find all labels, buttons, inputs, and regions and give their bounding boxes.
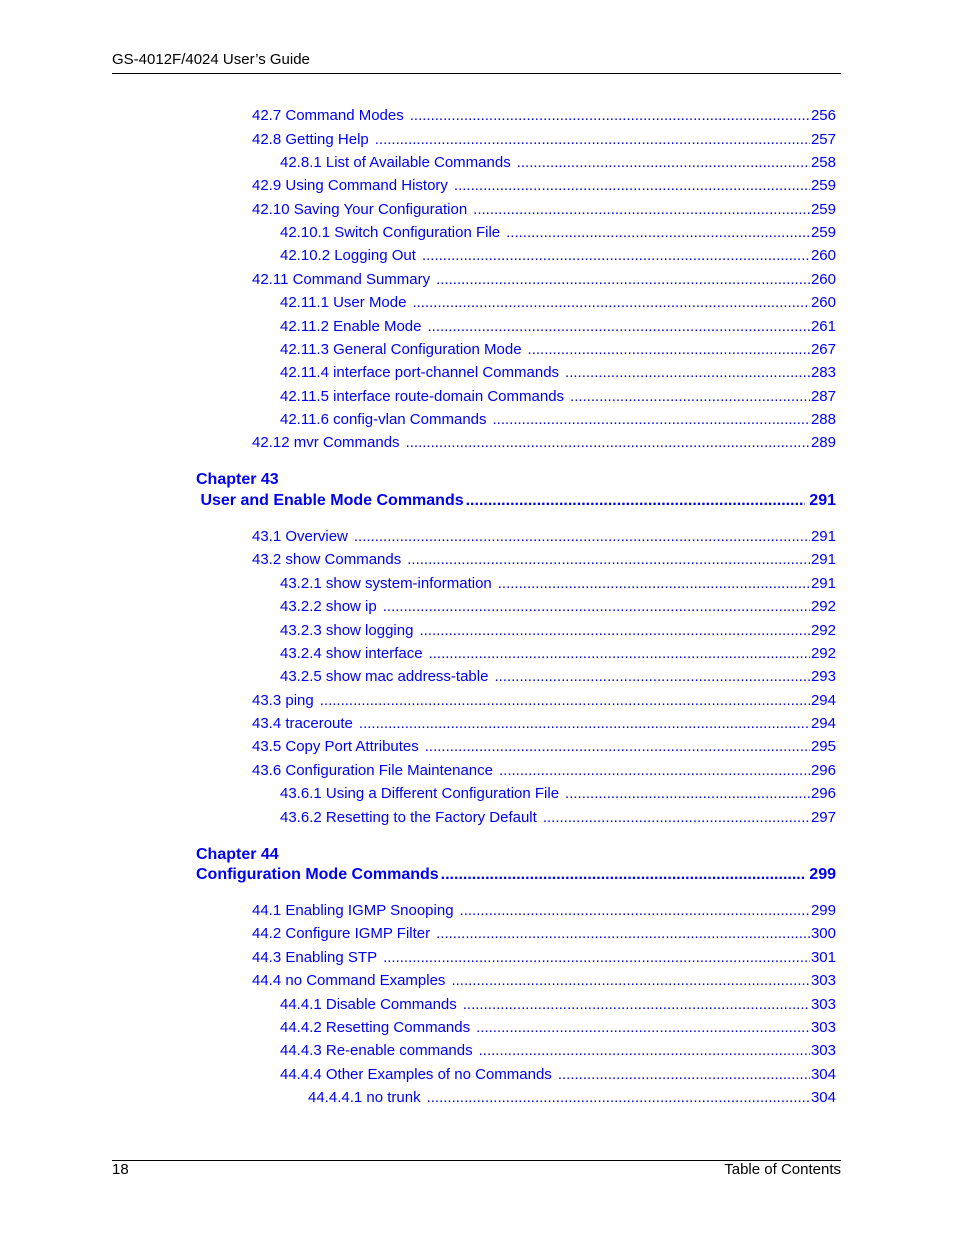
- toc-entry-label: 42.11.2 Enable Mode: [280, 318, 422, 335]
- toc-entry-page: 258: [810, 154, 836, 171]
- toc-entry-page: 295: [810, 738, 836, 755]
- dot-leader: [498, 574, 810, 594]
- toc-entry-page: 303: [810, 1042, 836, 1059]
- toc-entry-page: 303: [810, 996, 836, 1013]
- toc-entry-label: 42.7 Command Modes: [252, 107, 404, 124]
- toc-entry-page: 260: [810, 294, 836, 311]
- toc-entry-label: 44.4.3 Re-enable commands: [280, 1042, 473, 1059]
- toc-entry-44-4-4-1[interactable]: [308, 1088, 836, 1108]
- toc-entry-page: 291: [810, 551, 836, 568]
- toc-entry-44-4-2[interactable]: [280, 1018, 836, 1038]
- chapter-page: 291: [809, 492, 836, 509]
- toc-entry-label: 43.6 Configuration File Maintenance: [252, 762, 493, 779]
- toc-entry-page: 259: [810, 224, 836, 241]
- dot-leader: [451, 971, 810, 991]
- toc-entry-page: 291: [810, 528, 836, 545]
- toc-entry-label: 42.11.5 interface route-domain Commands: [280, 388, 565, 405]
- toc-entry-page: 301: [810, 949, 836, 966]
- toc-entry-label: 43.2.2 show ip: [280, 598, 377, 615]
- toc-entry-page: 300: [810, 925, 836, 942]
- chapter-title: User and Enable Mode Commands: [196, 492, 464, 509]
- toc-entry-label: 42.11.4 interface port-channel Commands: [280, 364, 560, 381]
- toc-entry-page: 257: [810, 131, 836, 148]
- toc-entry-44-4-1[interactable]: [280, 995, 836, 1015]
- toc-entry-page: 256: [810, 107, 836, 124]
- toc-entry-43-2-3[interactable]: [280, 621, 836, 641]
- toc-entry-44-2[interactable]: [252, 924, 836, 944]
- toc-entry-label: 43.2 show Commands: [252, 551, 402, 568]
- toc-entry-43-6-1[interactable]: [280, 784, 836, 804]
- toc-entry-page: 287: [810, 388, 836, 405]
- chapter-44-entry[interactable]: [196, 864, 836, 886]
- toc-entry-label: 43.4 traceroute: [252, 715, 353, 732]
- dot-leader: [493, 410, 810, 430]
- toc-entry-page: 292: [810, 598, 836, 615]
- toc-entry-42-11-6[interactable]: [280, 410, 836, 430]
- toc-entry-43-3[interactable]: [252, 691, 836, 711]
- toc-entry-42-10-2[interactable]: [280, 246, 836, 266]
- toc-entry-label: 44.4.4.1 no trunk: [308, 1089, 421, 1106]
- toc-entry-page: 292: [810, 622, 836, 639]
- toc-entry-43-2[interactable]: [252, 550, 836, 570]
- toc-entry-42-8[interactable]: [252, 130, 836, 150]
- toc-entry-43-4[interactable]: [252, 714, 836, 734]
- toc-entry-44-1[interactable]: [252, 901, 836, 921]
- toc-entry-label: 42.11.3 General Configuration Mode: [280, 341, 522, 358]
- running-header-title: GS-4012F/4024 User’s Guide: [112, 51, 310, 68]
- toc-entry-42-11-1[interactable]: [280, 293, 836, 313]
- toc-entry-label: 43.2.4 show interface: [280, 645, 423, 662]
- dot-leader: [543, 808, 810, 828]
- toc-entry-label: 42.8 Getting Help: [252, 131, 369, 148]
- toc-entry-label: 42.9 Using Command History: [252, 177, 448, 194]
- toc-entry-page: 267: [810, 341, 836, 358]
- toc-entry-label: 44.2 Configure IGMP Filter: [252, 925, 431, 942]
- toc-entry-label: 43.2.5 show mac address-table: [280, 668, 489, 685]
- toc-entry-label: 44.3 Enabling STP: [252, 949, 378, 966]
- toc-entry-42-11-3[interactable]: [280, 340, 836, 360]
- header-rule: [112, 73, 841, 74]
- toc-entry-page: 303: [810, 1019, 836, 1036]
- toc-entry-page: 304: [810, 1066, 836, 1083]
- toc-entry-label: 42.10.2 Logging Out: [280, 247, 416, 264]
- dot-leader: [506, 223, 810, 243]
- dot-leader: [479, 1041, 810, 1061]
- toc-entry-label: 43.1 Overview: [252, 528, 348, 545]
- toc-entry-page: 304: [810, 1089, 836, 1106]
- page-number: 18: [112, 1161, 129, 1178]
- dot-leader: [412, 293, 810, 313]
- dot-leader: [565, 784, 810, 804]
- dot-leader: [375, 130, 810, 150]
- toc-entry-label: 43.2.3 show logging: [280, 622, 414, 639]
- toc-entry-42-7[interactable]: [252, 106, 836, 126]
- toc-entry-43-2-1[interactable]: [280, 574, 836, 594]
- dot-leader: [428, 317, 810, 337]
- dot-leader: [517, 153, 810, 173]
- toc-entry-44-4[interactable]: [252, 971, 836, 991]
- toc-entry-label: 44.4.4 Other Examples of no Commands: [280, 1066, 552, 1083]
- dot-leader: [354, 527, 810, 547]
- toc-entry-label: 44.1 Enabling IGMP Snooping: [252, 902, 454, 919]
- toc-entry-page: 292: [810, 645, 836, 662]
- toc-entry-page: 293: [810, 668, 836, 685]
- toc-entry-42-11-2[interactable]: [280, 317, 836, 337]
- toc-entry-page: 289: [810, 434, 836, 451]
- toc-entry-label: 43.2.1 show system-information: [280, 575, 492, 592]
- toc-entry-page: 283: [810, 364, 836, 381]
- toc-entry-page: 296: [810, 762, 836, 779]
- toc-entry-page: 297: [810, 809, 836, 826]
- dot-leader: [427, 1088, 810, 1108]
- dot-leader: [528, 340, 810, 360]
- dot-leader: [460, 901, 810, 921]
- toc-entry-42-10[interactable]: [252, 200, 836, 220]
- toc-entry-page: 260: [810, 247, 836, 264]
- dot-leader: [407, 550, 810, 570]
- dot-leader: [441, 864, 806, 886]
- toc-entry-42-11-4[interactable]: [280, 363, 836, 383]
- toc-entry-42-11[interactable]: [252, 270, 836, 290]
- dot-leader: [454, 176, 810, 196]
- toc-entry-43-2-2[interactable]: [280, 597, 836, 617]
- dot-leader: [558, 1065, 810, 1085]
- chapter-44-label[interactable]: Chapter 44: [196, 846, 279, 863]
- toc-entry-label: 42.11.6 config-vlan Commands: [280, 411, 487, 428]
- toc-entry-page: 291: [810, 575, 836, 592]
- dot-leader: [383, 948, 810, 968]
- dot-leader: [383, 597, 810, 617]
- toc-entry-42-10-1[interactable]: [280, 223, 836, 243]
- toc-entry-label: 42.12 mvr Commands: [252, 434, 400, 451]
- dot-leader: [419, 621, 810, 641]
- toc-entry-page: 261: [810, 318, 836, 335]
- toc-entry-label: 42.11 Command Summary: [252, 271, 431, 288]
- chapter-43-entry[interactable]: [196, 490, 836, 512]
- toc-entry-label: 44.4 no Command Examples: [252, 972, 446, 989]
- toc-entry-label: 43.6.1 Using a Different Configuration File: [280, 785, 560, 802]
- dot-leader: [410, 106, 810, 126]
- toc-entry-label: 43.3 ping: [252, 692, 314, 709]
- dot-leader: [406, 433, 810, 453]
- toc-entry-43-2-5[interactable]: [280, 667, 836, 687]
- toc-entry-label: 42.10.1 Switch Configuration File: [280, 224, 501, 241]
- toc-entry-43-6[interactable]: [252, 761, 836, 781]
- toc-entry-label: 44.4.1 Disable Commands: [280, 996, 457, 1013]
- toc-entry-page: 288: [810, 411, 836, 428]
- dot-leader: [476, 1018, 810, 1038]
- toc-entry-42-11-5[interactable]: [280, 387, 836, 407]
- footer-section-title: Table of Contents: [724, 1161, 841, 1178]
- toc-entry-page: 259: [810, 177, 836, 194]
- toc-entry-label: 42.11.1 User Mode: [280, 294, 407, 311]
- toc-entry-43-6-2[interactable]: [280, 808, 836, 828]
- toc-entry-44-3[interactable]: [252, 948, 836, 968]
- toc-entry-44-4-3[interactable]: [280, 1041, 836, 1061]
- dot-leader: [570, 387, 810, 407]
- toc-entry-page: 259: [810, 201, 836, 218]
- toc-entry-42-8-1[interactable]: [280, 153, 836, 173]
- dot-leader: [436, 924, 810, 944]
- dot-leader: [425, 737, 810, 757]
- toc-entry-page: 299: [810, 902, 836, 919]
- dot-leader: [494, 667, 810, 687]
- dot-leader: [466, 490, 806, 512]
- dot-leader: [429, 644, 810, 664]
- toc-entry-page: 303: [810, 972, 836, 989]
- toc-entry-label: 44.4.2 Resetting Commands: [280, 1019, 471, 1036]
- dot-leader: [565, 363, 810, 383]
- dot-leader: [320, 691, 810, 711]
- toc-entry-label: 42.10 Saving Your Configuration: [252, 201, 468, 218]
- toc-entry-43-2-4[interactable]: [280, 644, 836, 664]
- toc-entry-44-4-4[interactable]: [280, 1065, 836, 1085]
- chapter-title: Configuration Mode Commands: [196, 866, 439, 883]
- chapter-43-label[interactable]: Chapter 43: [196, 471, 279, 488]
- toc-entry-42-12[interactable]: [252, 433, 836, 453]
- toc-entry-label: 42.8.1 List of Available Commands: [280, 154, 511, 171]
- toc-entry-page: 296: [810, 785, 836, 802]
- dot-leader: [422, 246, 810, 266]
- dot-leader: [463, 995, 810, 1015]
- chapter-page: 299: [809, 866, 836, 883]
- dot-leader: [436, 270, 810, 290]
- dot-leader: [359, 714, 810, 734]
- toc-entry-page: 294: [810, 715, 836, 732]
- toc-entry-label: 43.6.2 Resetting to the Factory Default: [280, 809, 537, 826]
- dot-leader: [473, 200, 810, 220]
- toc-entry-43-5[interactable]: [252, 737, 836, 757]
- toc-entry-42-9[interactable]: [252, 176, 836, 196]
- toc-entry-page: 294: [810, 692, 836, 709]
- toc-entry-label: 43.5 Copy Port Attributes: [252, 738, 419, 755]
- toc-entry-43-1[interactable]: [252, 527, 836, 547]
- toc-entry-page: 260: [810, 271, 836, 288]
- dot-leader: [499, 761, 810, 781]
